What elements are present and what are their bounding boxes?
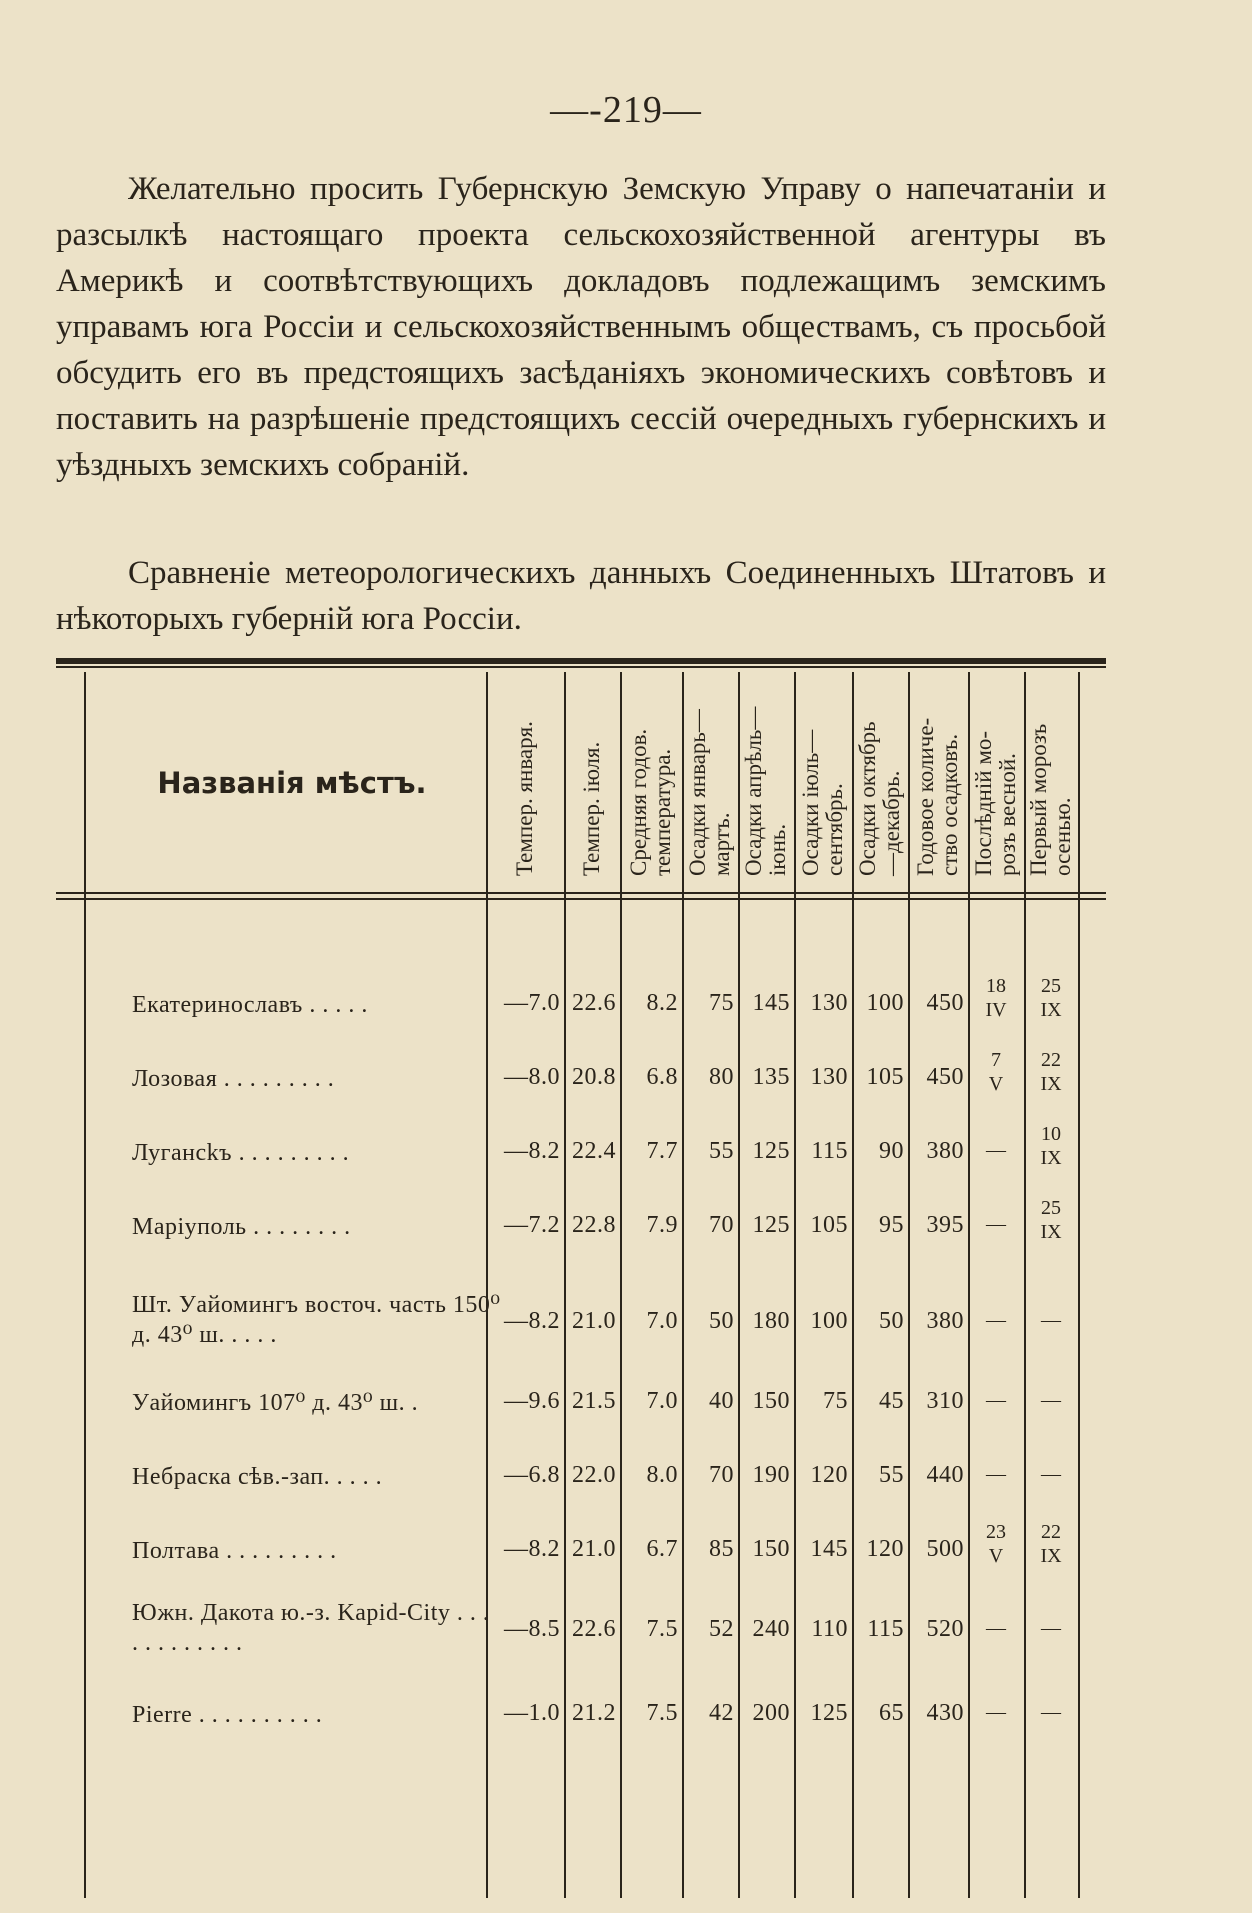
table-cell-first-frost: —	[1041, 1389, 1061, 1411]
table-cell-q4: 50	[879, 1308, 904, 1334]
column-header: Годовое количе- ство осадковъ.	[913, 717, 962, 876]
table-cell-q3: 130	[810, 990, 848, 1016]
table-cell-avg: 7.0	[646, 1308, 678, 1334]
column-header: Осадки iюль— сентябрь.	[798, 729, 847, 876]
table-cell-avg: 7.0	[646, 1388, 678, 1414]
table-cell-total: 310	[926, 1388, 964, 1414]
table-cell-jul: 22.8	[572, 1212, 616, 1238]
place-name: Шт. Уайомингъ восточ. часть 150⁰ д. 43⁰ ш. . . . .	[132, 1292, 501, 1348]
table-cell-q2: 150	[752, 1388, 790, 1414]
table-cell-last-frost: —	[986, 1139, 1006, 1161]
table-cell-jan: —6.8	[504, 1462, 560, 1488]
table-cell-first-frost: —	[1041, 1701, 1061, 1723]
table-cell-first-frost: 10 IX	[1040, 1123, 1062, 1169]
table-cell-last-frost: 18 IV	[985, 975, 1007, 1021]
table-cell-jul: 22.4	[572, 1138, 616, 1164]
table-cell-first-frost: 22 IX	[1040, 1521, 1062, 1567]
table-cell-q3: 125	[810, 1700, 848, 1726]
table-cell-avg: 7.5	[646, 1616, 678, 1642]
table-cell-q2: 200	[752, 1700, 790, 1726]
table-cell-total: 395	[926, 1212, 964, 1238]
table-cell-q4: 115	[867, 1616, 904, 1642]
table-cell-q1: 55	[709, 1138, 734, 1164]
table-cell-total: 450	[926, 1064, 964, 1090]
table-cell-q4: 95	[879, 1212, 904, 1238]
column-header: Осадки апрѣль— iюнь.	[741, 706, 790, 876]
table-cell-last-frost: 23 V	[986, 1521, 1006, 1567]
table-cell-q4: 105	[866, 1064, 904, 1090]
table-cell-avg: 7.7	[646, 1138, 678, 1164]
table-cell-q2: 190	[752, 1462, 790, 1488]
column-divider	[1078, 672, 1080, 1898]
table-cell-jul: 21.0	[572, 1308, 616, 1334]
table-cell-total: 520	[926, 1616, 964, 1642]
table-cell-q3: 120	[810, 1462, 848, 1488]
page-number: —-219—	[550, 89, 702, 131]
table-cell-q2: 125	[752, 1212, 790, 1238]
table-cell-avg: 6.8	[646, 1064, 678, 1090]
table-cell-last-frost: —	[986, 1309, 1006, 1331]
table-cell-q3: 110	[811, 1616, 848, 1642]
table-cell-jan: —8.0	[504, 1064, 560, 1090]
table-cell-q4: 90	[879, 1138, 904, 1164]
table-cell-q4: 45	[879, 1388, 904, 1414]
table-cell-jan: —8.2	[504, 1138, 560, 1164]
table-header-rule	[56, 892, 1106, 894]
table-cell-last-frost: 7 V	[988, 1049, 1004, 1095]
table-cell-jan: —8.5	[504, 1616, 560, 1642]
table-cell-avg: 8.2	[646, 990, 678, 1016]
table-cell-jul: 22.6	[572, 990, 616, 1016]
table-cell-first-frost: 25 IX	[1040, 1197, 1062, 1243]
table-cell-q3: 130	[810, 1064, 848, 1090]
place-name: Pierre . . . . . . . . . .	[132, 1702, 323, 1728]
place-name: Лугансkъ . . . . . . . . .	[132, 1140, 350, 1166]
place-name: Южн. Дакота ю.-з. Kapid-City . . . . . . . . . . . .	[132, 1600, 490, 1656]
meteorological-table	[56, 658, 1106, 1898]
column-header: Темпер. января.	[512, 721, 537, 876]
table-cell-q2: 125	[752, 1138, 790, 1164]
table-cell-jul: 20.8	[572, 1064, 616, 1090]
place-name: Лозовая . . . . . . . . .	[132, 1066, 335, 1092]
table-cell-last-frost: —	[986, 1701, 1006, 1723]
table-cell-jan: —8.2	[504, 1308, 560, 1334]
table-cell-q3: 115	[811, 1138, 848, 1164]
table-cell-q1: 40	[709, 1388, 734, 1414]
table-cell-total: 380	[926, 1308, 964, 1334]
table-cell-avg: 7.9	[646, 1212, 678, 1238]
names-column-header: Названiя мѣстъ.	[157, 766, 427, 800]
column-divider	[84, 672, 86, 1898]
table-cell-total: 450	[926, 990, 964, 1016]
table-header-rule-2	[56, 898, 1106, 900]
table-cell-total: 430	[926, 1700, 964, 1726]
table-cell-jul: 22.6	[572, 1616, 616, 1642]
column-header: Первый морозъ осенью.	[1026, 723, 1075, 876]
table-cell-first-frost: —	[1041, 1617, 1061, 1639]
table-cell-q2: 145	[752, 990, 790, 1016]
place-name: Уайомингъ 107⁰ д. 43⁰ ш. .	[132, 1390, 419, 1416]
table-cell-q4: 55	[879, 1462, 904, 1488]
table-cell-jan: —8.2	[504, 1536, 560, 1562]
paragraph-table-caption: Сравненiе метеорологическихъ данныхъ Соединенныхъ Штатовъ и нѣкоторыхъ губернiй юга Россiи.	[56, 555, 1106, 637]
place-name: Марiуполь . . . . . . . .	[132, 1214, 351, 1240]
table-cell-q3: 75	[823, 1388, 848, 1414]
paragraph-request: Желательно просить Губернскую Земскую Управу о напечатанiи и разсылкѣ настоящаго проекта сельскохозяйственной агентуры въ Америкѣ и соотвѣтствующихъ докладовъ подлежащимъ земскимъ управамъ юга Россiи и сельскохозяйственнымъ обществамъ, съ просьбой обсудить его въ предстоящихъ засѣданiяхъ экономическихъ совѣтовъ и поставить на разрѣшенiе предстоящихъ сессiй очередныхъ губернскихъ и уѣздныхъ земскихъ собранiй.	[56, 171, 1106, 483]
table-cell-last-frost: —	[986, 1389, 1006, 1411]
table-cell-jan: —9.6	[504, 1388, 560, 1414]
table-cell-avg: 6.7	[646, 1536, 678, 1562]
table-cell-q1: 42	[709, 1700, 734, 1726]
table-cell-q1: 50	[709, 1308, 734, 1334]
table-cell-jul: 21.5	[572, 1388, 616, 1414]
column-header: Осадки январь— мартъ.	[685, 709, 734, 876]
place-name: Екатеринославъ . . . . .	[132, 992, 368, 1018]
place-name: Полтава . . . . . . . . .	[132, 1538, 337, 1564]
place-name: Небраска сѣв.-зап. . . . .	[132, 1464, 383, 1490]
table-cell-q4: 100	[866, 990, 904, 1016]
table-cell-first-frost: 25 IX	[1040, 975, 1062, 1021]
table-cell-q1: 70	[709, 1212, 734, 1238]
table-cell-q4: 120	[866, 1536, 904, 1562]
table-cell-first-frost: —	[1041, 1309, 1061, 1331]
table-cell-q2: 180	[752, 1308, 790, 1334]
table-cell-first-frost: 22 IX	[1040, 1049, 1062, 1095]
table-cell-total: 440	[926, 1462, 964, 1488]
table-cell-total: 500	[926, 1536, 964, 1562]
table-cell-first-frost: —	[1041, 1463, 1061, 1485]
table-cell-last-frost: —	[986, 1463, 1006, 1485]
table-cell-q1: 70	[709, 1462, 734, 1488]
column-header: Средняя годов. температура.	[626, 728, 675, 876]
table-cell-q1: 75	[709, 990, 734, 1016]
table-cell-jan: —7.2	[504, 1212, 560, 1238]
table-cell-jan: —1.0	[504, 1700, 560, 1726]
table-cell-jan: —7.0	[504, 990, 560, 1016]
column-header: Послѣднiй мо- розъ весной.	[971, 730, 1020, 876]
table-cell-q2: 150	[752, 1536, 790, 1562]
table-cell-q1: 52	[709, 1616, 734, 1642]
table-cell-q1: 80	[709, 1064, 734, 1090]
table-cell-q1: 85	[709, 1536, 734, 1562]
table-cell-q3: 105	[810, 1212, 848, 1238]
table-cell-avg: 8.0	[646, 1462, 678, 1488]
table-cell-jul: 22.0	[572, 1462, 616, 1488]
table-cell-q4: 65	[879, 1700, 904, 1726]
column-header: Осадки октябрь —декабрь.	[855, 721, 904, 876]
table-cell-q2: 135	[752, 1064, 790, 1090]
table-cell-q3: 145	[810, 1536, 848, 1562]
table-cell-last-frost: —	[986, 1617, 1006, 1639]
table-cell-last-frost: —	[986, 1213, 1006, 1235]
table-cell-jul: 21.2	[572, 1700, 616, 1726]
table-cell-total: 380	[926, 1138, 964, 1164]
table-cell-jul: 21.0	[572, 1536, 616, 1562]
table-cell-q3: 100	[810, 1308, 848, 1334]
table-cell-q2: 240	[752, 1616, 790, 1642]
column-header: Темпер. iюля.	[579, 741, 604, 876]
table-cell-avg: 7.5	[646, 1700, 678, 1726]
